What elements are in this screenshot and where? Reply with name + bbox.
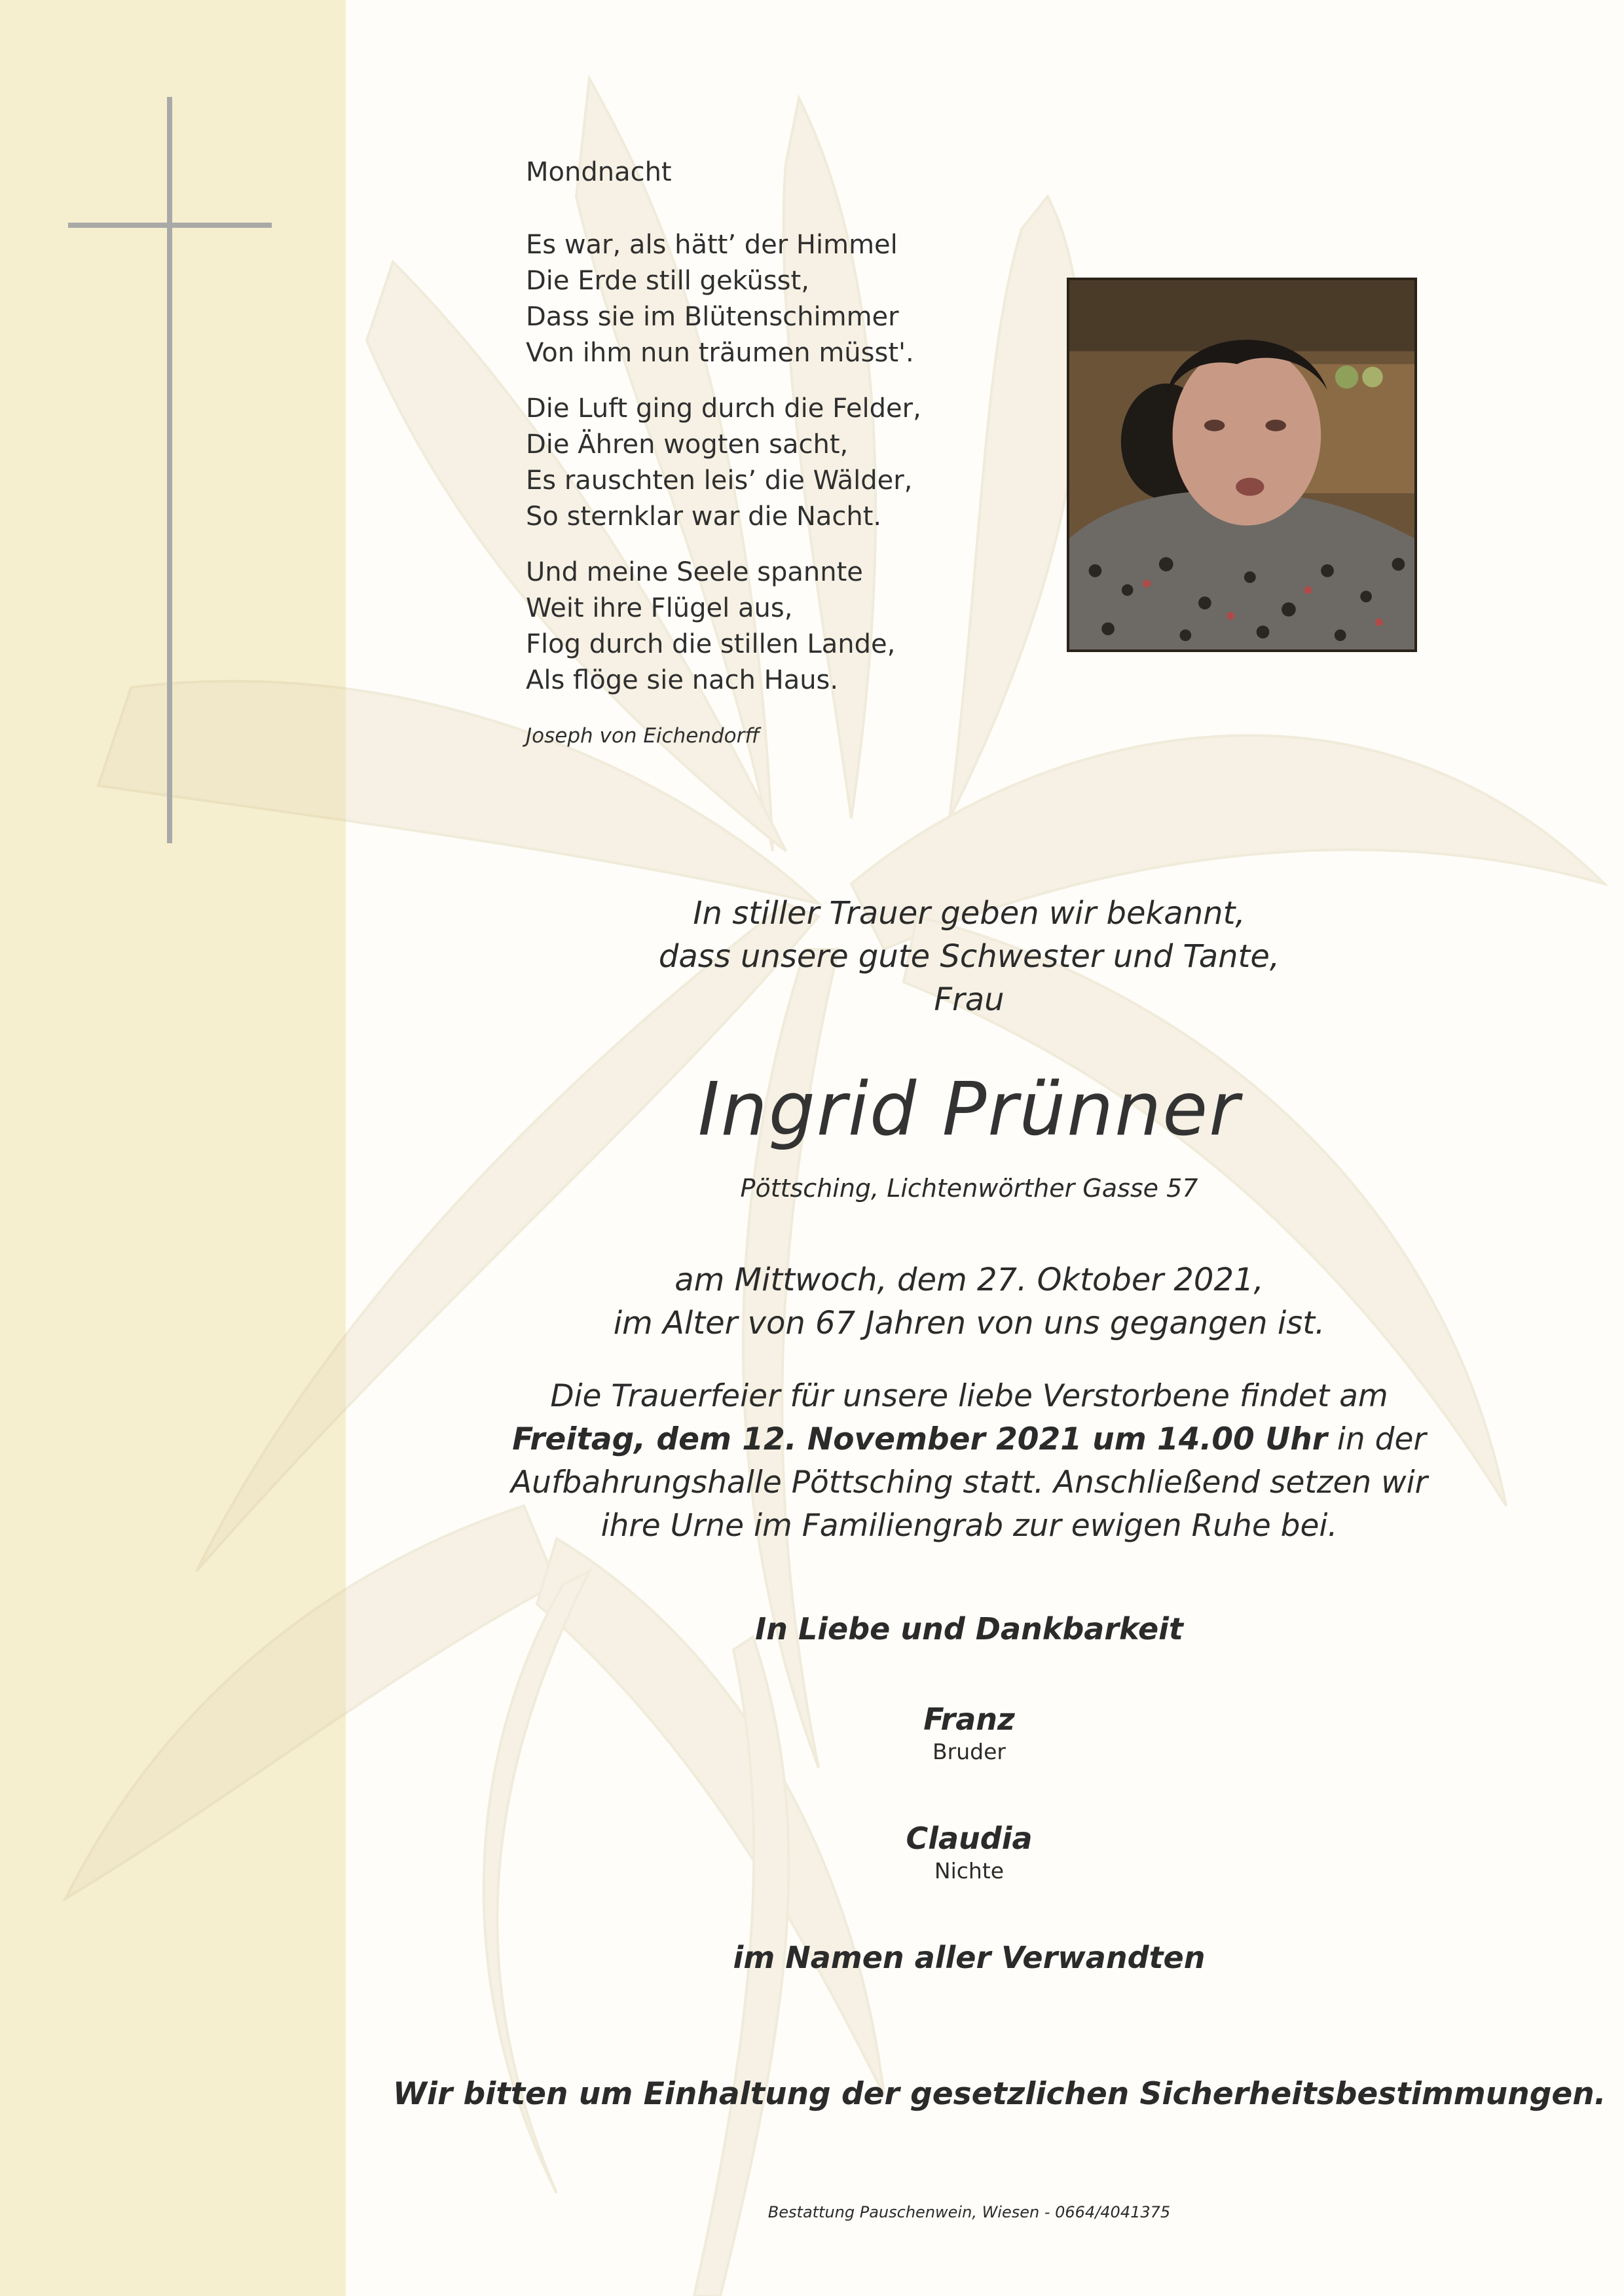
- poem-line: Es war, als hätt’ der Himmel: [526, 230, 898, 260]
- funeral-line: Die Trauerfeier für unsere liebe Verstorbene findet am: [550, 1378, 1388, 1414]
- funeral-line: ihre Urne im Familiengrab zur ewigen Ruhe bei.: [600, 1508, 1338, 1544]
- poem-stanza: [526, 227, 997, 371]
- safety-note: Wir bitten um Einhaltung der gesetzlichen Sicherheitsbestimmungen.: [393, 2076, 1606, 2112]
- poem-line: Die Ähren wogten sacht,: [526, 429, 849, 460]
- on-behalf-line: im Namen aller Verwandten: [733, 1940, 1206, 1975]
- intro-line: Frau: [934, 981, 1005, 1018]
- relative-role: Bruder: [932, 1739, 1006, 1764]
- death-notice: [498, 1258, 1441, 1345]
- poem-line: Die Erde still geküsst,: [526, 266, 809, 296]
- poem: [526, 155, 997, 754]
- poem-line: Es rauschten leis’ die Wälder,: [526, 465, 913, 496]
- deceased-address: Pöttsching, Lichtenwörther Gasse 57: [740, 1174, 1198, 1203]
- relative-name: Claudia: [906, 1821, 1033, 1856]
- cross-icon: [167, 97, 172, 843]
- relative: [498, 1701, 1441, 1766]
- funeral-home-footer: Bestattung Pauschenwein, Wiesen - 0664/4041375: [767, 2203, 1171, 2221]
- funeral-line-rest: in der: [1327, 1421, 1426, 1457]
- intro-line: dass unsere gute Schwester und Tante,: [658, 938, 1280, 975]
- poem-line: Von ihm nun träumen müsst'.: [526, 338, 914, 368]
- intro-line: In stiller Trauer geben wir bekannt,: [693, 895, 1246, 932]
- funeral-date: Freitag, dem 12. November 2021 um 14.00 Uhr: [512, 1421, 1327, 1457]
- poem-line: Flog durch die stillen Lande,: [526, 629, 896, 659]
- poem-title: Mondnacht: [526, 157, 672, 187]
- portrait-photo: [1067, 278, 1417, 652]
- poem-stanza: [526, 555, 997, 699]
- death-line: im Alter von 67 Jahren von uns gegangen ist.: [613, 1305, 1325, 1341]
- poem-stanza: [526, 391, 997, 535]
- poem-line: Weit ihre Flügel aus,: [526, 593, 793, 623]
- poem-line: Als flöge sie nach Haus.: [526, 665, 839, 695]
- cross-icon-bar: [68, 223, 272, 228]
- poem-line: So sternklar war die Nacht.: [526, 501, 882, 532]
- announcement-intro: [498, 892, 1441, 1021]
- relative: [498, 1820, 1441, 1886]
- death-line: am Mittwoch, dem 27. Oktober 2021,: [674, 1262, 1264, 1298]
- poem-line: Dass sie im Blütenschimmer: [526, 302, 899, 332]
- relative-role: Nichte: [934, 1858, 1005, 1884]
- poem-author: Joseph von Eichendorff: [526, 724, 760, 748]
- funeral-details: [458, 1375, 1480, 1548]
- funeral-line-date: [458, 1418, 1480, 1461]
- thanks-line: In Liebe und Dankbarkeit: [755, 1611, 1183, 1647]
- poem-line: Und meine Seele spannte: [526, 557, 863, 587]
- poem-line: Die Luft ging durch die Felder,: [526, 393, 921, 424]
- funeral-line: Aufbahrungshalle Pöttsching statt. Anschließend setzen wir: [511, 1465, 1428, 1501]
- deceased-name: Ingrid Prünner: [697, 1067, 1241, 1152]
- relative-name: Franz: [923, 1702, 1015, 1737]
